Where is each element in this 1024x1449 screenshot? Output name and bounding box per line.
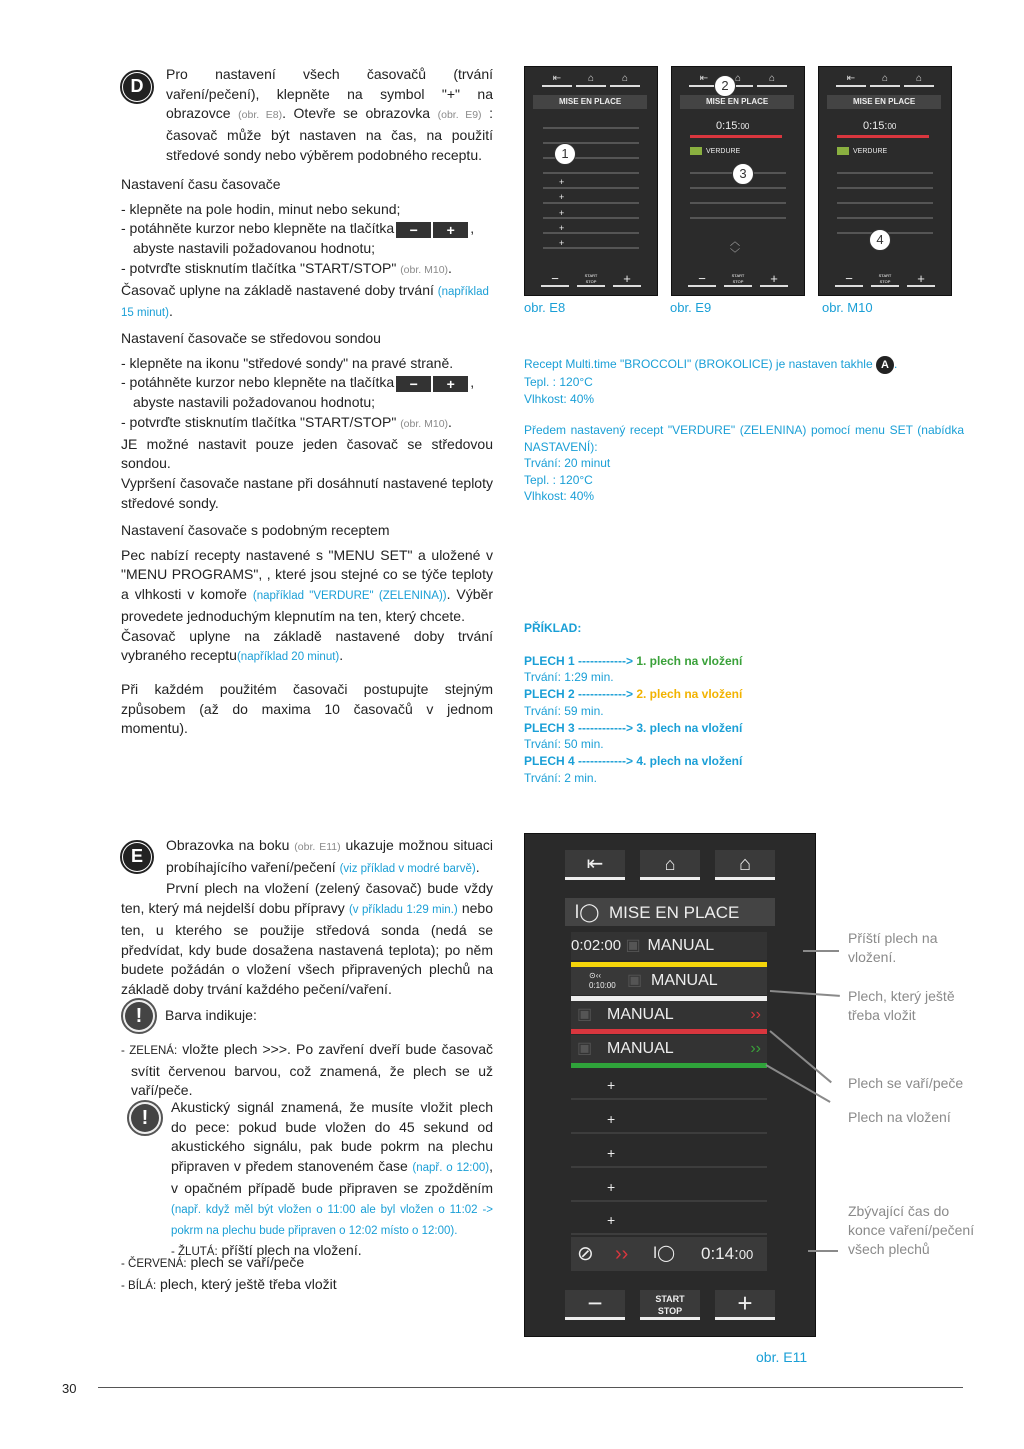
back-icon[interactable]: ⇤ bbox=[542, 73, 572, 87]
vegetable-icon bbox=[837, 147, 849, 155]
home-icon[interactable]: ⌂ bbox=[610, 73, 640, 87]
plus-row[interactable]: + bbox=[571, 1072, 767, 1100]
probe-setting-block bbox=[121, 329, 493, 513]
caption-m10: obr. M10 bbox=[822, 300, 873, 315]
note-cooking: Plech se vaří/peče bbox=[848, 1075, 964, 1091]
heading-probe: Nastavení časovače se středovou sondou bbox=[121, 330, 381, 346]
minus-button-icon: − bbox=[396, 222, 431, 238]
my-home-icon[interactable]: ⌂ bbox=[723, 73, 753, 87]
plus-button[interactable]: + bbox=[715, 1290, 775, 1320]
top-buttons bbox=[825, 73, 945, 87]
plech-line: PLECH 2 ------------> 2. plech na vložení bbox=[524, 687, 743, 702]
timer-small: ⊙‹‹ 0:10:00 bbox=[589, 970, 616, 990]
probe-step-1: - klepněte na ikonu "středové sondy" na pravé straně. bbox=[121, 354, 454, 371]
bottom-buttons bbox=[835, 273, 935, 289]
heading-recipe: Nastavení časovače s podobným receptem bbox=[121, 522, 390, 538]
home-icon[interactable]: ⌂ bbox=[904, 73, 934, 87]
plus-list[interactable]: + + + + + bbox=[559, 177, 565, 249]
mise-en-place-title: MISE EN PLACE bbox=[680, 95, 794, 109]
warning-icon-2: ! bbox=[127, 1100, 163, 1136]
color-legend-rest: - ČERVENÁ: plech se vaří/peče - BÍLÁ: plech, který ještě třeba vložit bbox=[121, 1254, 337, 1292]
recipe-info-a: Recept Multi.time "BROCCOLI" (BROKOLICE) je nastaven takhle A . Tepl. : 120°C Vlhkost: 40% bbox=[524, 357, 898, 406]
recipe-setting-block bbox=[121, 521, 493, 739]
red-chevrons-icon: ›› bbox=[615, 1243, 629, 1265]
step-3: - potvrďte stisknutím tlačítka "START/STOP" (obr. M10). bbox=[121, 259, 452, 276]
probe-step-5: Vypršení časovače nastane při dosáhnutí nastavené teploty středové sondy. bbox=[121, 474, 493, 511]
mise-en-place-title: MISE EN PLACE bbox=[533, 95, 647, 109]
mise-en-place-header: ǀ◯ MISE EN PLACE bbox=[565, 898, 775, 926]
red-bar bbox=[571, 1029, 767, 1034]
my-home-icon[interactable]: ⌂ bbox=[870, 73, 900, 87]
note-to-insert: Plech na vložení bbox=[848, 1109, 951, 1125]
total-time: 0:14:00 bbox=[701, 1244, 754, 1263]
plus-button-icon: + bbox=[433, 376, 468, 392]
bottom-buttons bbox=[688, 273, 788, 289]
cutlery-icon: ǀ◯ bbox=[653, 1245, 676, 1262]
timer-slider[interactable] bbox=[690, 135, 782, 138]
my-home-button[interactable] bbox=[640, 850, 700, 880]
heading-timer: Nastavení času časovače bbox=[121, 176, 281, 192]
top-buttons bbox=[678, 73, 798, 87]
timer-row-2[interactable]: ⊙‹‹ 0:10:00 ▣ MANUAL bbox=[571, 967, 767, 995]
minus-button[interactable]: − bbox=[688, 273, 716, 287]
section-e-text bbox=[121, 836, 493, 1000]
minus-button[interactable]: − bbox=[835, 273, 863, 287]
back-button[interactable] bbox=[565, 850, 625, 880]
recipe-info-b: Předem nastavený recept "VERDURE" (ZELENINA) pomocí menu SET (nabídka NASTAVENÍ): Trvání: 20 minut Tepl. : 120°C Vlhkost: 40% bbox=[524, 423, 964, 503]
plech-line: PLECH 1 ------------> 1. plech na vložení bbox=[524, 653, 743, 668]
badge-a: A bbox=[876, 356, 894, 374]
bottom-buttons bbox=[541, 273, 641, 289]
caption-e9: obr. E9 bbox=[670, 300, 712, 315]
green-arrows-icon: ›› bbox=[750, 1040, 761, 1057]
top-buttons bbox=[531, 73, 651, 87]
example-block: PŘÍKLAD: PLECH 1 ------------> 1. plech na vložení Trvání: 1:29 min. PLECH 2 ------------> 2. plech na vložení Trvání: 59 min. PLECH 3 ------------> 3. plech na vložení Trvání: 50 min. PLECH 4 ------------> 4. plech na vložení Trvání: 2 min. bbox=[524, 620, 964, 786]
my-home-icon: ⌂ bbox=[664, 854, 676, 874]
finger-3-icon: 3 bbox=[732, 163, 754, 185]
step-4: Časovač uplyne na základě nastavené doby trvání (například 15 minut). bbox=[121, 281, 489, 320]
finger-1-icon: 1 bbox=[554, 143, 576, 165]
screen-m10 bbox=[818, 66, 952, 296]
screen-e11 bbox=[524, 833, 816, 1337]
total-time-bar bbox=[571, 1237, 767, 1271]
red-arrows-icon: ›› bbox=[750, 1006, 761, 1023]
timer-setting-block bbox=[121, 175, 493, 324]
probe-step-3: - potvrďte stisknutím tlačítka "START/STOP" (obr. M10). bbox=[121, 413, 452, 430]
verdure-item[interactable]: VERDURE bbox=[690, 142, 740, 162]
minus-plus-buttons-2 bbox=[396, 376, 468, 392]
step-2: - potáhněte kurzor nebo klepněte na tlačítka − + , bbox=[121, 220, 475, 238]
plech-duration: Trvání: 2 min. bbox=[524, 770, 597, 785]
green-bar bbox=[571, 1063, 767, 1068]
note-remaining-time: Zbývající čas do konce vaření/pečení všech plechů bbox=[848, 1203, 975, 1257]
probe-step-2: - potáhněte kurzor nebo klepněte na tlačítka − + , bbox=[121, 374, 475, 392]
clock-icon: ⊘ bbox=[577, 1243, 594, 1265]
plus-button-icon: + bbox=[433, 222, 468, 238]
recipe-para-3: Při každém použitém časovači postupujte stejným způsobem (až do maxima 10 časovačů v jednom momentu). bbox=[121, 680, 493, 737]
timer-slider[interactable] bbox=[837, 135, 929, 138]
plech-line: PLECH 4 ------------> 4. plech na vložení bbox=[524, 753, 743, 768]
step-2b: abyste nastavili požadovanou hodnotu; bbox=[133, 240, 376, 257]
minus-button[interactable]: − bbox=[565, 1290, 625, 1320]
timer-row-1[interactable]: 0:02:00 ▣ MANUAL bbox=[571, 932, 767, 960]
back-icon[interactable]: ⇤ bbox=[836, 73, 866, 87]
start-stop-button[interactable]: START STOP bbox=[724, 273, 752, 287]
section-e-badge: E bbox=[120, 840, 154, 874]
acoustic-signal-text: Akustický signál znamená, že musíte vložit plech do pece: pokud bude vložen do 45 sekund od akustického signálu, pak bude pokrm na plechu připraven v předem stanoveném čase (např. o 12:00), v opačném případě bude připraven se zpožděním (např. když měl být vložen o 11:00 ale byl vložen o 11:02 -> pokrm na plechu bude připraven o 12:02 místo o 12:00). - ŽLUTÁ: příští plech na vložení. bbox=[171, 1099, 494, 1258]
footer-rule bbox=[98, 1387, 963, 1388]
home-icon[interactable]: ⌂ bbox=[757, 73, 787, 87]
note-still-insert: Plech, který ještě třeba vložit bbox=[848, 988, 955, 1023]
probe-step-2b: abyste nastavili požadovanou hodnotu; bbox=[133, 394, 376, 411]
e-para-2: První plech na vložení (zelený časovač) bude vždy ten, který má nejdelší dobu přípravy (v příkladu 1:29 min.) nebo ten, u kterého se použije středová sonda (nedá se předvídat, kdy bude dosažena nastavená teplota); po něm budete požádán o vložení všech připravených plechů na základě doby trvání každého pečení/vaření. bbox=[121, 880, 494, 997]
home-icon: ⌂ bbox=[738, 853, 752, 875]
note-next-tray: Příští plech na vložení. bbox=[848, 930, 938, 965]
plech-line: PLECH 3 ------------> 3. plech na vložení bbox=[524, 720, 743, 735]
plus-row[interactable]: + bbox=[571, 1174, 767, 1202]
plech-duration: Trvání: 1:29 min. bbox=[524, 670, 614, 685]
start-stop-button[interactable]: START STOP bbox=[640, 1290, 700, 1320]
green-explanation: - ZELENÁ: vložte plech >>>. Po zavření dveří bude časovač svítit červenou barvou, což znamená, že plech se už vaří/peče. bbox=[121, 1041, 493, 1099]
caption-e8: obr. E8 bbox=[524, 300, 566, 315]
plech-duration: Trvání: 59 min. bbox=[524, 703, 604, 718]
mise-en-place-title: MISE EN PLACE bbox=[827, 95, 941, 109]
intro-paragraph: Pro nastavení všech časovačů (trvání vaření/pečení), klepněte na symbol "+" na obrazovce (obr. E8). Otevře se obrazovka (obr. E9) : časovač může být nastaven na čas, na použití středové sondy nebo výběrem podobného receptu. bbox=[166, 66, 493, 163]
recipe-para-2: Časovač uplyne na základě nastavené doby trvání vybraného receptu(například 20 minut). bbox=[121, 627, 493, 664]
my-home-icon[interactable]: ⌂ bbox=[576, 73, 606, 87]
caption-e11: obr. E11 bbox=[756, 1349, 808, 1365]
plech-duration: Trvání: 50 min. bbox=[524, 737, 604, 752]
scroll-arrows-icon[interactable]: ︿ ﹀ bbox=[730, 237, 740, 260]
recipe-para-1: Pec nabízí recepty nastavené s "MENU SET" a uložené v "MENU PROGRAMS", , které jsou stejné co se týče teploty a vlhkosti v komoře (například "VERDURE" (ZELENINA)). Výběr provedete jednoduchým klepnutím na ten, který chcete. bbox=[121, 546, 493, 624]
leader-line-5 bbox=[808, 1250, 838, 1252]
plus-button[interactable]: + bbox=[907, 273, 935, 287]
page-number: 30 bbox=[62, 1381, 77, 1396]
warning-icon: ! bbox=[121, 998, 157, 1034]
minus-button[interactable]: − bbox=[541, 273, 569, 287]
plus-button[interactable]: + bbox=[613, 273, 641, 287]
color-legend-title: Barva indikuje: bbox=[165, 1007, 257, 1023]
start-stop-button[interactable]: START STOP bbox=[577, 273, 605, 287]
section-d-text bbox=[121, 65, 493, 166]
cutlery-icon: ǀ◯ bbox=[574, 902, 600, 922]
plus-button[interactable]: + bbox=[760, 273, 788, 287]
screen-e9 bbox=[671, 66, 805, 296]
vegetable-icon bbox=[690, 147, 702, 155]
plus-row[interactable]: + bbox=[571, 1140, 767, 1168]
e-para-1: Obrazovka na boku (obr. E11) ukazuje možnou situaci probíhajícího vaření/pečení (viz příklad v modré barvě). bbox=[166, 837, 494, 875]
plus-row[interactable]: + bbox=[571, 1207, 767, 1235]
timer-row-4[interactable]: ▣ MANUAL ›› bbox=[571, 1035, 767, 1063]
minus-button-icon: − bbox=[396, 376, 431, 392]
timer-row-3[interactable]: ▣ MANUAL ›› bbox=[571, 1001, 767, 1029]
timer-value: 0:15:00 bbox=[863, 120, 897, 132]
plech-list bbox=[524, 653, 964, 787]
minus-plus-buttons bbox=[396, 222, 468, 238]
timer-value: 0:15:00 bbox=[716, 120, 750, 132]
plus-row[interactable]: + bbox=[571, 1106, 767, 1134]
probe-step-4: JE možné nastavit pouze jeden časovač se středovou sondou. bbox=[121, 435, 493, 472]
back-icon[interactable]: ⇤ bbox=[689, 73, 719, 87]
back-icon: ⇤ bbox=[586, 853, 604, 875]
verdure-item[interactable]: VERDURE bbox=[837, 142, 887, 162]
home-button[interactable] bbox=[715, 850, 775, 880]
leader-line-1 bbox=[803, 950, 839, 952]
step-1: - klepněte na pole hodin, minut nebo sekund; bbox=[121, 200, 401, 217]
finger-2-icon: 2 bbox=[714, 75, 736, 97]
start-stop-button[interactable]: START STOP bbox=[871, 273, 899, 287]
finger-4-icon: 4 bbox=[869, 229, 891, 251]
screen-e8 bbox=[524, 66, 658, 296]
section-d-badge: D bbox=[120, 70, 154, 104]
